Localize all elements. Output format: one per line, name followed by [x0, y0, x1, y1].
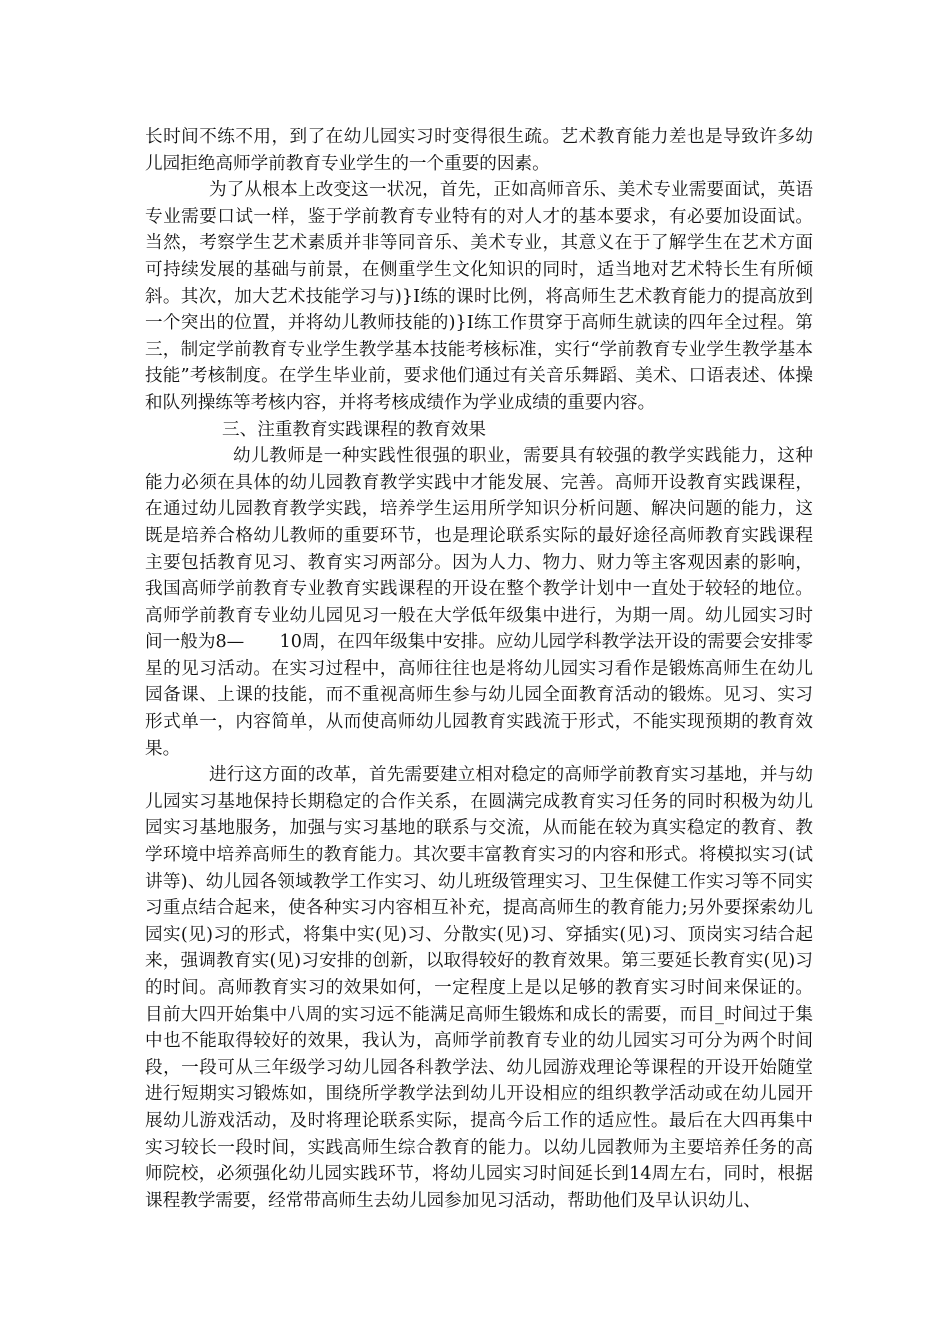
paragraph-reform-measures: 为了从根本上改变这一状况，首先，正如高师音乐、美术专业需要面试，英语专业需要口试一样，鉴于学前教育专业特有的对人才的基本要求，有必要加设面试。当然，考察学生艺术素质并非等同音乐、美术专业，其意义在于了解学生在艺术方面可持续发展的基础与前景，在侧重学生文化知识的同时，适当地对艺术特长生有所倾斜。其次，加大艺术技能学习与)}I练的课时比例，将高师生艺术教育能力的提高放到一个突出的位置，并将幼儿教师技能的)}I练工作贯穿于高师生就读的四年全过程。第三，制定学前教育专业学生教学基本技能考核标准，实行“学前教育专业学生教学基本技能”考核制度。在学生毕业前，要求他们通过有关音乐舞蹈、美术、口语表述、体操和队列操练等考核内容，并将考核成绩作为学业成绩的重要内容。	[145, 180, 813, 413]
paragraph-practice-course: 幼儿教师是一种实践性很强的职业，需要具有较强的教学实践能力，这种能力必须在具体的幼儿园教育教学实践中才能发展、完善。高师开设教育实践课程，在通过幼儿园教育教学实践，培养学生运用所学知识分析问题、解决问题的能力，这既是培养合格幼儿教师的重要环节，也是理论联系实际的最好途径高师教育实践课程主要包括教育见习、教育实习两部分。因为人力、物力、财力等主客观因素的影响，我国高师学前教育专业教育实践课程的开设在整个教学计划中一直处于较轻的地位。高师学前教育专业幼儿园见习一般在大学低年级集中进行，为期一周。幼儿园实习时间一般为8— 10周，在四年级集中安排。应幼儿园学科教学法开设的需要会安排零星的见习活动。在实习过程中，高师往往也是将幼儿园实习看作是锻炼高师生在幼儿园备课、上课的技能，而不重视高师生参与幼儿园全面教育活动的锻炼。见习、实习形式单一，内容简单，从而使高师幼儿园教育实践流于形式，不能实现预期的教育效果。	[145, 446, 813, 759]
section-heading: 三、注重教育实践课程的教育效果	[222, 419, 486, 440]
paragraph-reform-practice: 进行这方面的改革，首先需要建立相对稳定的高师学前教育实习基地，并与幼儿园实习基地保持长期稳定的合作关系，在圆满完成教育实习任务的同时积极为幼儿园实习基地服务，加强与实习基地的联系与交流，从而能在较为真实稳定的教育、教学环境中培养高师生的教育能力。其次要丰富教育实习的内容和形式。将模拟实习(试讲等)、幼儿园各领域教学工作实习、幼儿班级管理实习、卫生保健工作实习等不同实习重点结合起来，使各种实习内容相互补充，提高高师生的教育能力;另外要探索幼儿园实(见)习的形式，将集中实(见)习、分散实(见)习、穿插实(见)习、顶岗实习结合起来，强调教育实(见)习安排的创新，以取得较好的教育效果。第三要延长教育实(见)习的时间。高师教育实习的效果如何，一定程度上是以足够的教育实习时间来保证的。目前大四开始集中八周的实习远不能满足高师生锻炼和成长的需要，而目_时间过于集中也不能取得较好的效果，我认为，高师学前教育专业的幼儿园实习可分为两个时间段，一段可从三年级学习幼儿园各科教学法、幼儿园游戏理论等课程的开设开始随堂进行短期实习锻炼如，围绕所学教学法到幼儿开设相应的组织教学活动或在幼儿园开展幼儿游戏活动，及时将理论联系实际，提高今后工作的适应性。最后在大四再集中实习较长一段时间，实践高师生综合教育的能力。以幼儿园教师为主要培养任务的高师院校，必须强化幼儿园实践环节，将幼儿园实习时间延长到14周左右，同时，根据课程教学需要，经常带高师生去幼儿园参加见习活动，帮助他们及早认识幼儿、	[145, 765, 813, 1211]
body-text	[145, 124, 813, 1214]
paragraph-continuation: 长时间不练不用，到了在幼儿园实习时变得很生疏。艺术教育能力差也是导致许多幼儿园拒绝高师学前教育专业学生的一个重要的因素。	[145, 127, 813, 174]
